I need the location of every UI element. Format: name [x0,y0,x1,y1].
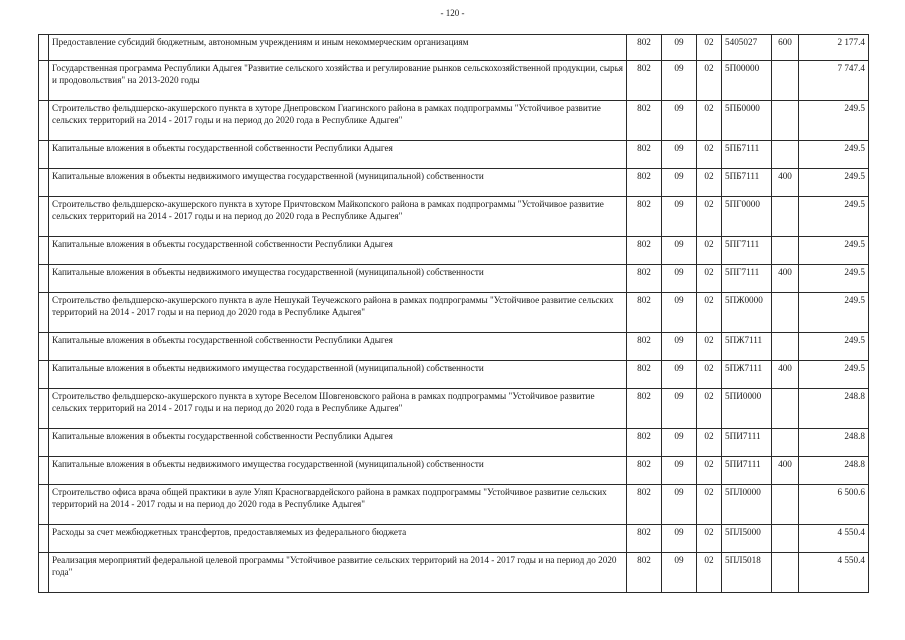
ministry-code-cell: 802 [627,293,662,333]
expense-type-cell [772,333,799,361]
ministry-code-cell: 802 [627,485,662,525]
subsection-code-cell: 02 [697,237,722,265]
table-row [39,485,869,525]
description-cell: Капитальные вложения в объекты недвижимого имущества государственной (муниципальной) собственности [49,457,627,485]
row-margin-cell [39,525,49,553]
table-row [39,553,869,593]
expense-type-cell: 600 [772,35,799,61]
row-margin-cell [39,361,49,389]
subsection-code-cell: 02 [697,429,722,457]
table-body [39,35,869,593]
description-cell: Строительство фельдшерско-акушерского пункта в хуторе Веселом Шовгеновского района в рамках подпрограммы "Устойчивое развитие сельских территорий на 2014 - 2017 годы и на период до 2020 года в Республике Адыгея" [49,389,627,429]
amount-cell: 249.5 [799,237,869,265]
expense-type-cell [772,389,799,429]
description-cell: Капитальные вложения в объекты недвижимого имущества государственной (муниципальной) собственности [49,265,627,293]
target-article-cell: 5П00000 [722,61,772,101]
description-cell: Капитальные вложения в объекты государственной собственности Республики Адыгея [49,237,627,265]
subsection-code-cell: 02 [697,101,722,141]
expense-type-cell: 400 [772,361,799,389]
target-article-cell: 5ПИ7111 [722,429,772,457]
row-margin-cell [39,333,49,361]
amount-cell: 248.8 [799,429,869,457]
table-row [39,61,869,101]
ministry-code-cell: 802 [627,361,662,389]
section-code-cell: 09 [662,101,697,141]
section-code-cell: 09 [662,457,697,485]
target-article-cell: 5ПЖ7111 [722,361,772,389]
expense-type-cell [772,197,799,237]
ministry-code-cell: 802 [627,525,662,553]
section-code-cell: 09 [662,61,697,101]
section-code-cell: 09 [662,169,697,197]
table-row [39,293,869,333]
ministry-code-cell: 802 [627,35,662,61]
row-margin-cell [39,101,49,141]
ministry-code-cell: 802 [627,553,662,593]
table-row [39,265,869,293]
expense-type-cell [772,429,799,457]
section-code-cell: 09 [662,485,697,525]
table-row [39,525,869,553]
expense-type-cell [772,141,799,169]
target-article-cell: 5ПБ7111 [722,169,772,197]
ministry-code-cell: 802 [627,237,662,265]
expense-type-cell [772,525,799,553]
target-article-cell: 5405027 [722,35,772,61]
ministry-code-cell: 802 [627,141,662,169]
target-article-cell: 5ПГ7111 [722,237,772,265]
target-article-cell: 5ПЛ0000 [722,485,772,525]
description-cell: Предоставление субсидий бюджетным, автономным учреждениям и иным некоммерческим организациям [49,35,627,61]
row-margin-cell [39,389,49,429]
expense-type-cell: 400 [772,169,799,197]
ministry-code-cell: 802 [627,429,662,457]
row-margin-cell [39,265,49,293]
row-margin-cell [39,61,49,101]
description-cell: Строительство офиса врача общей практики в ауле Уляп Красногвардейского района в рамках подпрограммы "Устойчивое развитие сельских территорий на 2014 - 2017 годы и на период до 2020 года в Республике Адыгея" [49,485,627,525]
ministry-code-cell: 802 [627,61,662,101]
subsection-code-cell: 02 [697,61,722,101]
amount-cell: 249.5 [799,293,869,333]
section-code-cell: 09 [662,197,697,237]
description-cell: Капитальные вложения в объекты государственной собственности Республики Адыгея [49,333,627,361]
section-code-cell: 09 [662,35,697,61]
section-code-cell: 09 [662,237,697,265]
description-cell: Строительство фельдшерско-акушерского пункта в хуторе Причтовском Майкопского района в рамках подпрограммы "Устойчивое развитие сельских территорий на 2014 - 2017 годы и на период до 2020 года в Республике Адыгея" [49,197,627,237]
amount-cell: 249.5 [799,333,869,361]
expense-type-cell [772,293,799,333]
subsection-code-cell: 02 [697,35,722,61]
target-article-cell: 5ПГ0000 [722,197,772,237]
table-row [39,197,869,237]
description-cell: Капитальные вложения в объекты государственной собственности Республики Адыгея [49,141,627,169]
subsection-code-cell: 02 [697,361,722,389]
row-margin-cell [39,169,49,197]
row-margin-cell [39,293,49,333]
section-code-cell: 09 [662,361,697,389]
amount-cell: 7 747.4 [799,61,869,101]
subsection-code-cell: 02 [697,197,722,237]
subsection-code-cell: 02 [697,485,722,525]
amount-cell: 249.5 [799,361,869,389]
table-row [39,333,869,361]
target-article-cell: 5ПБ0000 [722,101,772,141]
target-article-cell: 5ПЖ0000 [722,293,772,333]
subsection-code-cell: 02 [697,141,722,169]
amount-cell: 4 550.4 [799,525,869,553]
ministry-code-cell: 802 [627,197,662,237]
ministry-code-cell: 802 [627,333,662,361]
target-article-cell: 5ПЛ5018 [722,553,772,593]
row-margin-cell [39,553,49,593]
expense-type-cell [772,237,799,265]
section-code-cell: 09 [662,293,697,333]
amount-cell: 248.8 [799,457,869,485]
amount-cell: 249.5 [799,197,869,237]
table-row [39,141,869,169]
ministry-code-cell: 802 [627,389,662,429]
amount-cell: 2 177.4 [799,35,869,61]
description-cell: Строительство фельдшерско-акушерского пункта в хуторе Днепровском Гиагинского района в рамках подпрограммы "Устойчивое развитие сельских территорий на 2014 - 2017 годы и на период до 2020 года в Республике Адыгея" [49,101,627,141]
section-code-cell: 09 [662,141,697,169]
expense-type-cell [772,553,799,593]
amount-cell: 249.5 [799,141,869,169]
ministry-code-cell: 802 [627,265,662,293]
section-code-cell: 09 [662,333,697,361]
section-code-cell: 09 [662,265,697,293]
row-margin-cell [39,457,49,485]
amount-cell: 248.8 [799,389,869,429]
row-margin-cell [39,197,49,237]
subsection-code-cell: 02 [697,293,722,333]
subsection-code-cell: 02 [697,265,722,293]
table-row [39,389,869,429]
target-article-cell: 5ПИ0000 [722,389,772,429]
target-article-cell: 5ПБ7111 [722,141,772,169]
table-row [39,101,869,141]
section-code-cell: 09 [662,429,697,457]
amount-cell: 4 550.4 [799,553,869,593]
row-margin-cell [39,429,49,457]
subsection-code-cell: 02 [697,333,722,361]
subsection-code-cell: 02 [697,525,722,553]
section-code-cell: 09 [662,389,697,429]
table-row [39,361,869,389]
ministry-code-cell: 802 [627,457,662,485]
description-cell: Расходы за счет межбюджетных трансфертов, предоставляемых из федерального бюджета [49,525,627,553]
description-cell: Реализация мероприятий федеральной целевой программы "Устойчивое развитие сельских территорий на 2014 - 2017 годы и на период до 2020 года" [49,553,627,593]
description-cell: Капитальные вложения в объекты государственной собственности Республики Адыгея [49,429,627,457]
subsection-code-cell: 02 [697,169,722,197]
ministry-code-cell: 802 [627,169,662,197]
table-row [39,457,869,485]
row-margin-cell [39,141,49,169]
target-article-cell: 5ПИ7111 [722,457,772,485]
row-margin-cell [39,237,49,265]
target-article-cell: 5ПГ7111 [722,265,772,293]
section-code-cell: 09 [662,553,697,593]
expense-type-cell: 400 [772,265,799,293]
amount-cell: 249.5 [799,265,869,293]
target-article-cell: 5ПЖ7111 [722,333,772,361]
subsection-code-cell: 02 [697,553,722,593]
description-cell: Государственная программа Республики Адыгея "Развитие сельского хозяйства и регулирование рынков сельскохозяйственной продукции, сырья и продовольствия" на 2013-2020 годы [49,61,627,101]
page-number: - 120 - [440,8,465,18]
ministry-code-cell: 802 [627,101,662,141]
table-row [39,237,869,265]
amount-cell: 249.5 [799,101,869,141]
expense-type-cell: 400 [772,457,799,485]
table-row [39,35,869,61]
table-row [39,429,869,457]
table-row [39,169,869,197]
expense-type-cell [772,61,799,101]
amount-cell: 6 500.6 [799,485,869,525]
row-margin-cell [39,485,49,525]
budget-table [38,34,869,593]
subsection-code-cell: 02 [697,389,722,429]
target-article-cell: 5ПЛ5000 [722,525,772,553]
expense-type-cell [772,485,799,525]
description-cell: Строительство фельдшерско-акушерского пункта в ауле Нешукай Теучежского района в рамках подпрограммы "Устойчивое развитие сельских территорий на 2014 - 2017 годы и на период до 2020 года в Республике Адыгея" [49,293,627,333]
subsection-code-cell: 02 [697,457,722,485]
description-cell: Капитальные вложения в объекты недвижимого имущества государственной (муниципальной) собственности [49,169,627,197]
row-margin-cell [39,35,49,61]
description-cell: Капитальные вложения в объекты недвижимого имущества государственной (муниципальной) собственности [49,361,627,389]
amount-cell: 249.5 [799,169,869,197]
expense-type-cell [772,101,799,141]
section-code-cell: 09 [662,525,697,553]
